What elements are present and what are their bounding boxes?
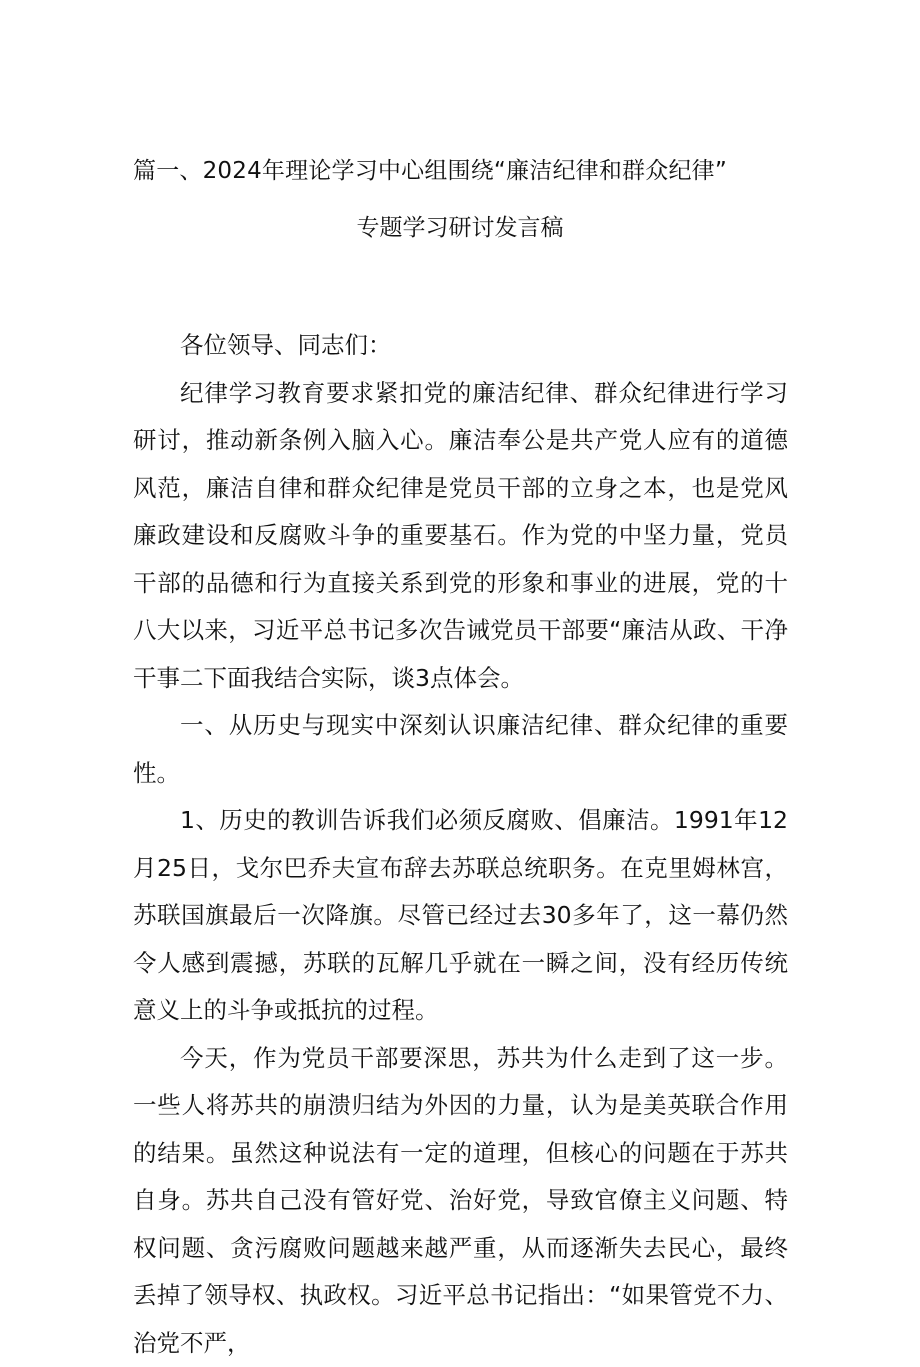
paragraph-reflection: 今天，作为党员干部要深思，苏共为什么走到了这一步。一些人将苏共的崩溃归结为外因的力量，认为是美英联合作用的结果。虽然这种说法有一定的道理，但核心的问题在于苏共自身。苏共自己没有管好党、治好党，导致官僚主义问题、特权问题、贪污腐败问题越来越严重，从而逐渐失去民心，最终丢掉了领导权、执政权。习近平总书记指出：“如果管党不力、治党不严， (133, 1035, 788, 1367)
section-heading-1: 一、从历史与现实中深刻认识廉洁纪律、群众纪律的重要性。 (133, 702, 788, 797)
paragraph-intro: 纪律学习教育要求紧扣党的廉洁纪律、群众纪律进行学习研讨，推动新条例入脑入心。廉洁奉公是共产党人应有的道德风范，廉洁自律和群众纪律是党员干部的立身之本，也是党风廉政建设和反腐败斗争的重要基石。作为党的中坚力量，党员干部的品德和行为直接关系到党的形象和事业的进展，党的十八大以来，习近平总书记多次告诫党员干部要“廉洁从政、干净干事二下面我结合实际，谈3点体会。 (133, 370, 788, 703)
document-title-line-2: 专题学习研讨发言稿 (0, 212, 920, 244)
document-title-line-1: 篇一、2024年理论学习中心组围绕“廉洁纪律和群众纪律” (133, 155, 727, 187)
salutation: 各位领导、同志们： (133, 322, 788, 370)
document-body (133, 322, 788, 1367)
paragraph-history-lesson: 1、历史的教训告诉我们必须反腐败、倡廉洁。1991年12月25日，戈尔巴乔夫宣布辞去苏联总统职务。在克里姆林宫，苏联国旗最后一次降旗。尽管已经过去30多年了，这一幕仍然令人感到震撼，苏联的瓦解几乎就在一瞬之间，没有经历传统意义上的斗争或抵抗的过程。 (133, 797, 788, 1035)
